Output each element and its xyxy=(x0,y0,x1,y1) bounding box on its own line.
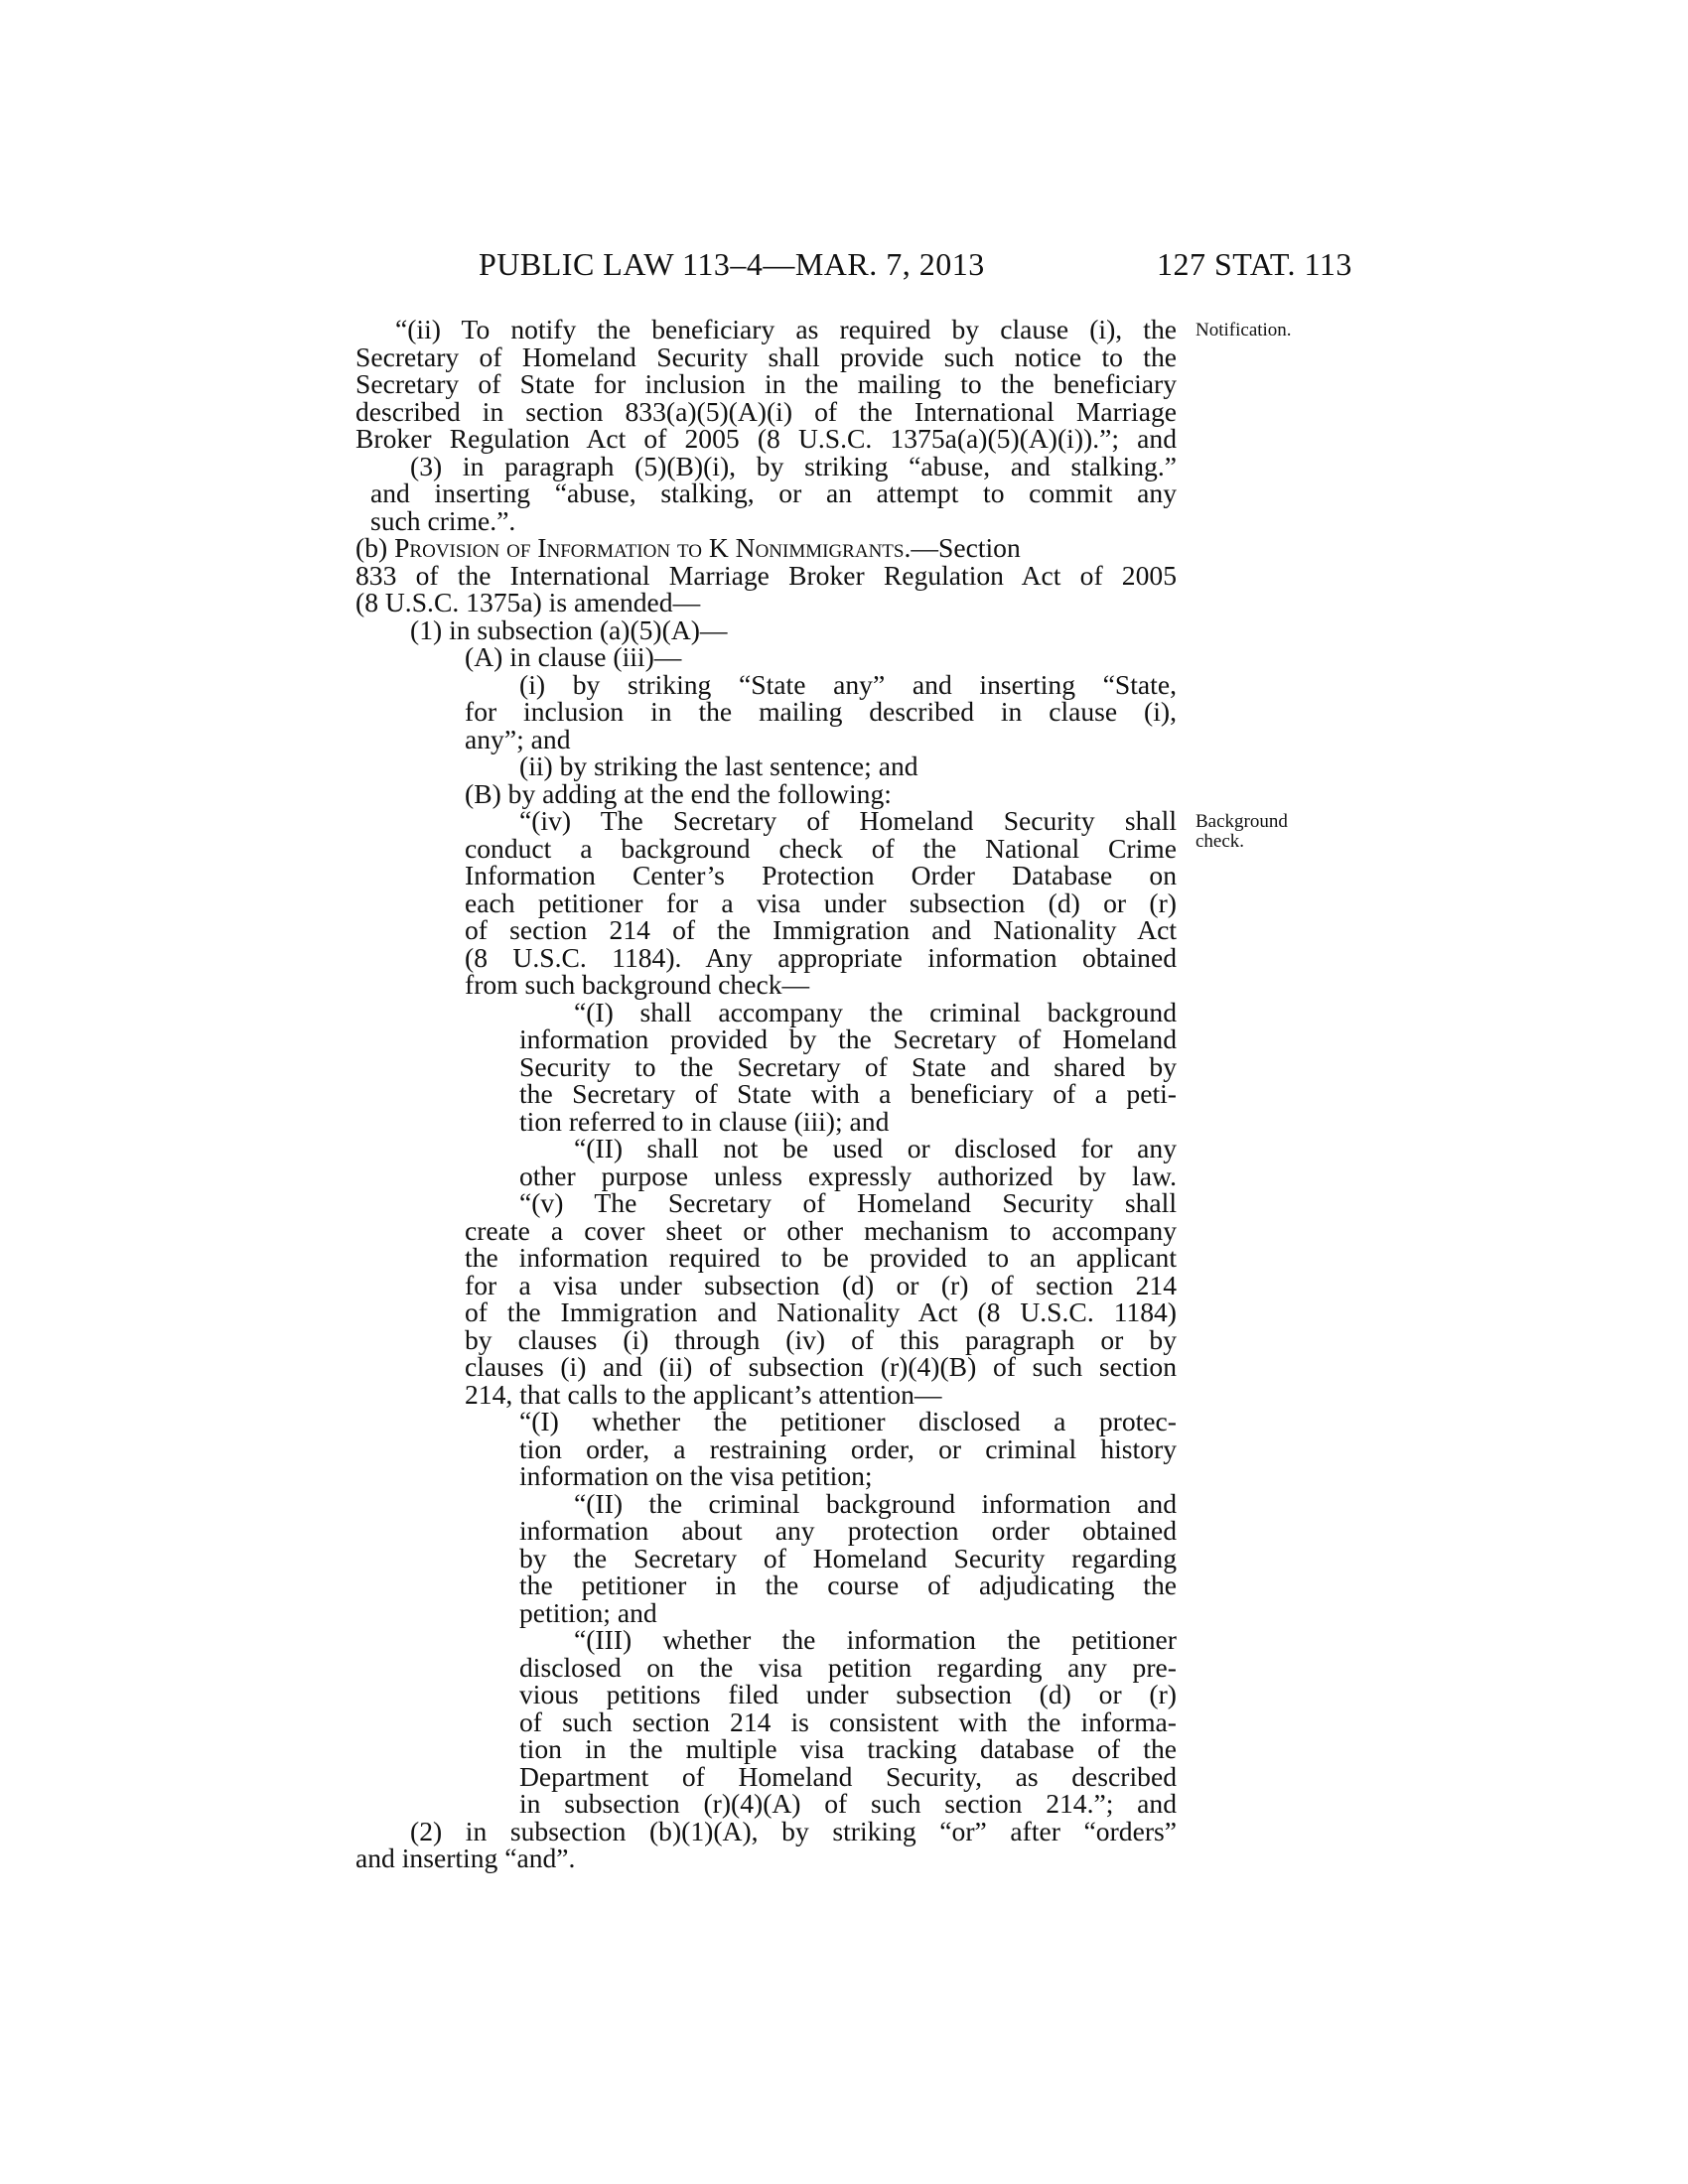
text-line: “(III) whether the information the petitioner xyxy=(574,1624,1177,1655)
text-line: tion in the multiple visa tracking database of the xyxy=(519,1733,1177,1764)
text-line: Information Center’s Protection Order Database on xyxy=(465,860,1177,890)
text-line: “(iv) The Secretary of Homeland Security shall xyxy=(519,805,1177,836)
text-line: information provided by the Secretary of Homeland xyxy=(519,1024,1177,1054)
text-line: Secretary of Homeland Security shall provide such notice to the xyxy=(355,341,1177,372)
text-line: described in section 833(a)(5)(A)(i) of the International Marriage xyxy=(355,395,1177,427)
subsection-heading-tail: .—Section xyxy=(904,532,1021,563)
text-line: such crime.”. xyxy=(370,504,516,536)
margin-note-background-line1: Background xyxy=(1196,811,1288,832)
subsection-label: (b) xyxy=(355,532,395,563)
text-line: the Secretary of State with a beneficiary of a peti- xyxy=(519,1078,1177,1109)
text-line: each petitioner for a visa under subsection (d) or (r) xyxy=(465,887,1177,918)
text-line: from such background check— xyxy=(465,969,810,1000)
text-line: Security to the Secretary of State and shared by xyxy=(519,1050,1177,1082)
text-line: “(I) shall accompany the criminal background xyxy=(574,996,1177,1027)
text-line: clauses (i) and (ii) of subsection (r)(4)(B) of such section xyxy=(465,1351,1177,1382)
text-line: 214, that calls to the applicant’s attention— xyxy=(465,1378,942,1410)
text-line: Secretary of State for inclusion in the mailing to the beneficiary xyxy=(355,368,1177,399)
running-header-stat-page: 127 STAT. 113 xyxy=(1157,246,1352,282)
text-line: for a visa under subsection (d) or (r) of section 214 xyxy=(465,1269,1177,1300)
text-line: 833 of the International Marriage Broker Regulation Act of 2005 xyxy=(355,559,1177,591)
text-line: (2) in subsection (b)(1)(A), by striking “or” after “orders” xyxy=(410,1815,1177,1846)
text-line: of such section 214 is consistent with the informa- xyxy=(519,1706,1177,1737)
text-line: (ii) by striking the last sentence; and xyxy=(519,751,918,781)
text-line: tion order, a restraining order, or criminal history xyxy=(519,1433,1177,1464)
subsection-heading: Provision of Information to K Nonimmigrants xyxy=(394,532,905,563)
margin-note-background-line2: check. xyxy=(1196,831,1245,852)
text-line: vious petitions filed under subsection (d) or (r) xyxy=(519,1679,1177,1709)
text-line: by clauses (i) through (iv) of this paragraph or by xyxy=(465,1323,1177,1355)
text-line: (A) in clause (iii)— xyxy=(465,641,682,672)
text-line: (8 U.S.C. 1184). Any appropriate information obtained xyxy=(465,941,1177,973)
text-line: any”; and xyxy=(465,723,571,754)
text-line: other purpose unless expressly authorized by law. xyxy=(519,1160,1177,1191)
text-line: by the Secretary of Homeland Security regarding xyxy=(519,1542,1177,1573)
text-line: “(II) the criminal background information and xyxy=(574,1487,1177,1519)
text-line: “(I) whether the petitioner disclosed a protec- xyxy=(519,1406,1177,1436)
text-line: information on the visa petition; xyxy=(519,1460,873,1491)
text-line: Department of Homeland Security, as described xyxy=(519,1760,1177,1792)
text-line: (3) in paragraph (5)(B)(i), by striking “abuse, and stalking.” xyxy=(410,450,1177,481)
text-line: (i) by striking “State any” and inserting “State, xyxy=(519,668,1177,700)
text-line: tion referred to in clause (iii); and xyxy=(519,1105,890,1137)
document-body xyxy=(355,316,1177,1872)
text-line: (8 U.S.C. 1375a) is amended— xyxy=(355,587,701,617)
text-line: “(ii) To notify the beneficiary as required by clause (i), the xyxy=(395,314,1177,344)
text-line: (B) by adding at the end the following: xyxy=(465,777,892,809)
margin-note-notification: Notification. xyxy=(1196,320,1292,341)
text-line: of section 214 of the Immigration and Nationality Act xyxy=(465,914,1177,945)
text-line: the petitioner in the course of adjudicating the xyxy=(519,1570,1177,1600)
running-header-public-law: PUBLIC LAW 113–4—MAR. 7, 2013 xyxy=(479,246,985,282)
text-line: “(II) shall not be used or disclosed for any xyxy=(574,1133,1177,1163)
text-line: information about any protection order obtained xyxy=(519,1515,1177,1546)
text-line: Broker Regulation Act of 2005 (8 U.S.C. 1375a(a)(5)(A)(i)).”; and xyxy=(355,423,1177,454)
text-line: for inclusion in the mailing described in clause (i), xyxy=(465,696,1177,727)
text-line: “(v) The Secretary of Homeland Security shall xyxy=(519,1187,1177,1218)
text-line: in subsection (r)(4)(A) of such section 214.”; and xyxy=(519,1788,1177,1819)
text-line: petition; and xyxy=(519,1596,657,1628)
text-line: disclosed on the visa petition regarding any pre- xyxy=(519,1651,1177,1683)
text-line: (1) in subsection (a)(5)(A)— xyxy=(410,614,728,645)
text-line: of the Immigration and Nationality Act (8 U.S.C. 1184) xyxy=(465,1297,1177,1327)
text-line: and inserting “abuse, stalking, or an attempt to commit any xyxy=(370,478,1177,508)
text-line: the information required to be provided to an applicant xyxy=(465,1242,1177,1273)
text-line: conduct a background check of the National Crime xyxy=(465,832,1177,864)
text-line: and inserting “and”. xyxy=(355,1843,576,1873)
text-line-heading xyxy=(355,534,1177,562)
text-line: create a cover sheet or other mechanism to accompany xyxy=(465,1214,1177,1246)
